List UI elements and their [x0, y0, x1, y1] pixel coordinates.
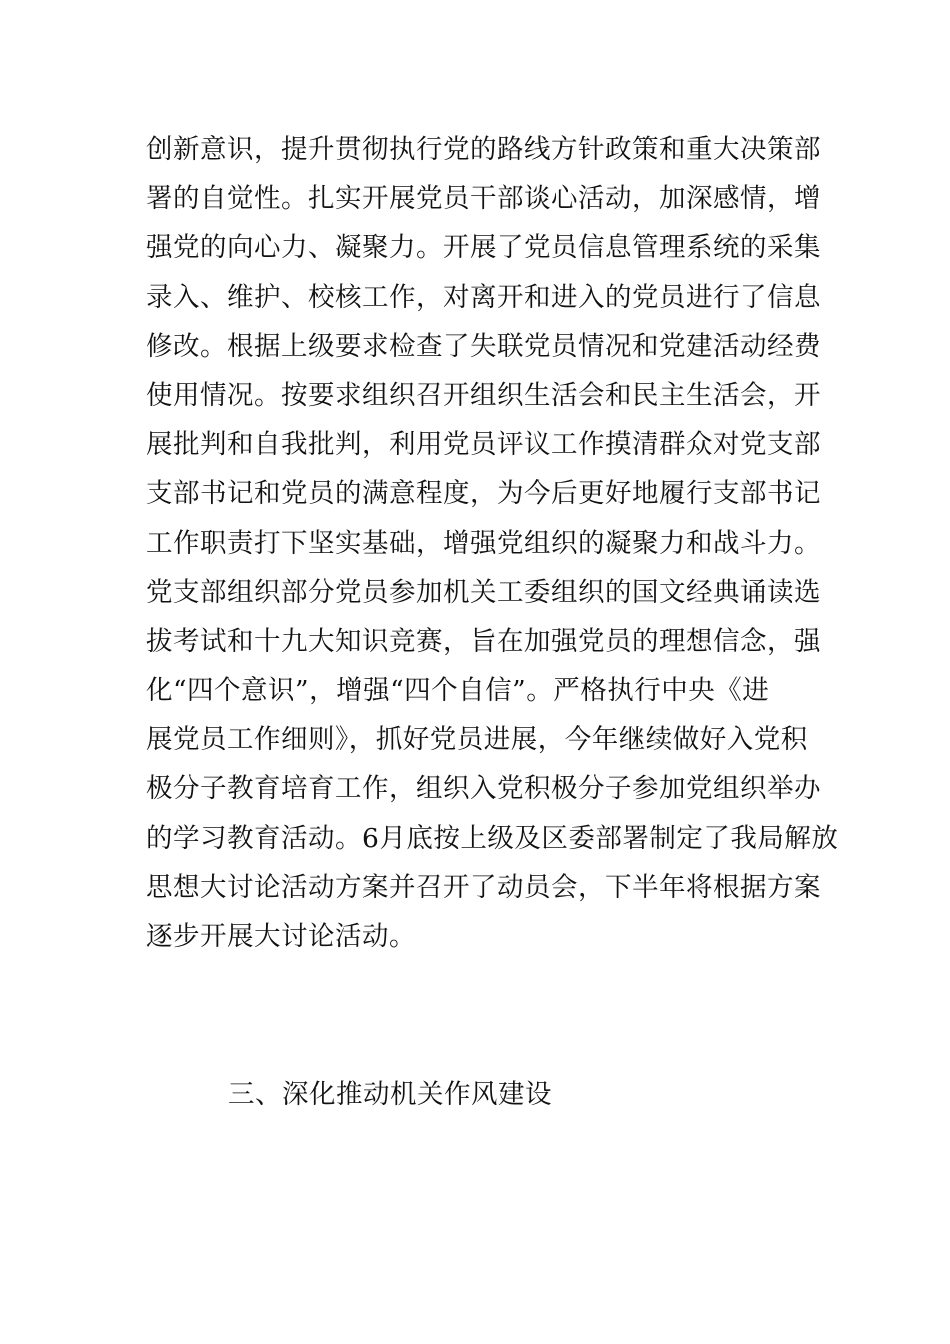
text-line: 化“四个意识”，增强“四个自信”。严格执行中央《进	[146, 675, 770, 707]
text-line: 党支部组织部分党员参加机关工委组织的国文经典诵读选	[146, 576, 821, 608]
text-line: 逐步开展大讨论活动。	[146, 921, 416, 952]
text-line: 录入、维护、校核工作，对离开和进入的党员进行了信息	[146, 281, 821, 313]
text-line: 工作职责打下坚实基础，增强党组织的凝聚力和战斗力。	[146, 527, 821, 559]
text-line: 展批判和自我批判，利用党员评议工作摸清群众对党支部	[146, 429, 821, 461]
section-heading: 三、深化推动机关作风建设	[228, 1079, 552, 1110]
text-line: 强党的向心力、凝聚力。开展了党员信息管理系统的采集	[146, 232, 821, 264]
text-line: 署的自觉性。扎实开展党员干部谈心活动，加深感情，增	[146, 183, 821, 215]
text-line: 思想大讨论活动方案并召开了动员会，下半年将根据方案	[146, 871, 821, 903]
text-line: 创新意识，提升贯彻执行党的路线方针政策和重大决策部	[146, 134, 821, 165]
text-line: 拔考试和十九大知识竞赛，旨在加强党员的理想信念，强	[146, 625, 821, 657]
text-line: 修改。根据上级要求检查了失联党员情况和党建活动经费	[146, 330, 821, 362]
text-line: 展党员工作细则》，抓好党员进展，今年继续做好入党积	[146, 724, 808, 756]
text-line: 使用情况。按要求组织召开组织生活会和民主生活会，开	[146, 379, 821, 411]
text-line: 极分子教育培育工作，组织入党积极分子参加党组织举办	[146, 773, 821, 805]
body-paragraph	[146, 125, 839, 961]
text-line: 支部书记和党员的满意程度，为今后更好地履行支部书记	[146, 478, 821, 510]
text-line: 的学习教育活动。6月底按上级及区委部署制定了我局解放	[146, 822, 839, 854]
